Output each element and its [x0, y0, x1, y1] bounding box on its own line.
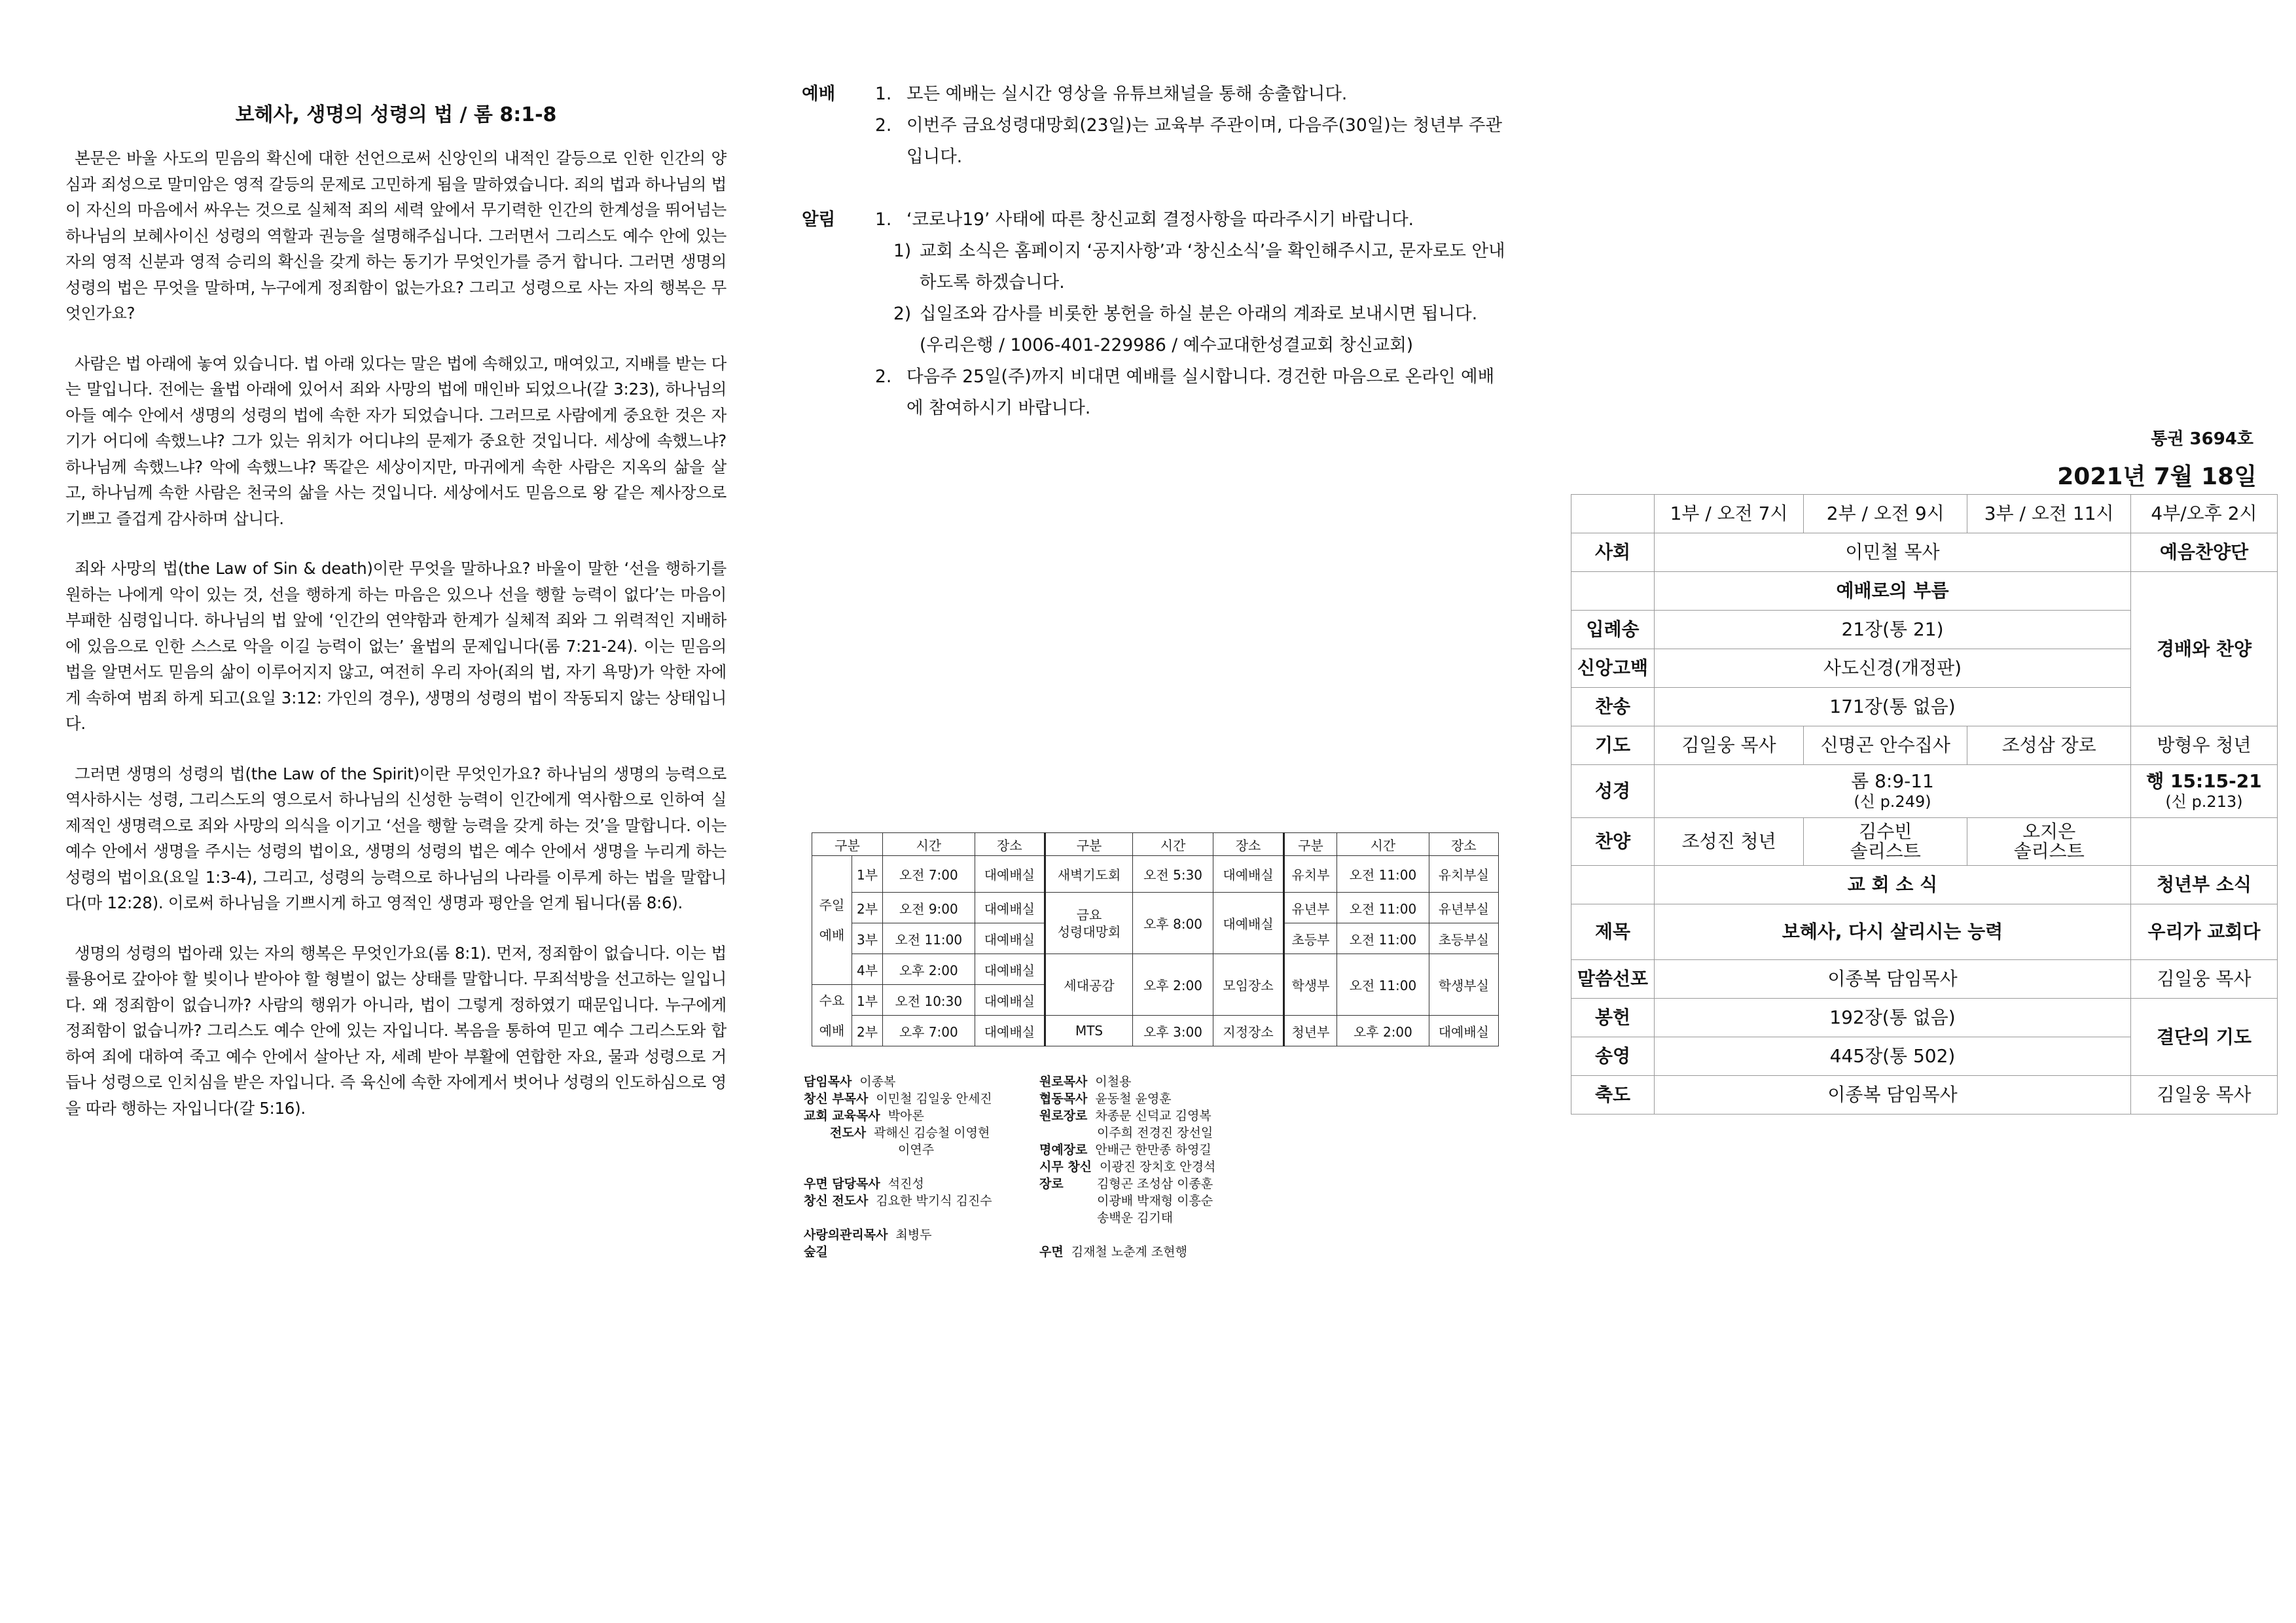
sermon-paragraph: 생명의 성령의 법아래 있는 자의 행복은 무엇인가요(롬 8:1). 먼저, 정죄함이 없습니다. 이는 법률용어로 갚아야 할 빚이나 받아야 할 형벌이 없는 상태를 말합니다. 무죄석방을 선고하는 일입니다. 왜 정죄함이 없습니까? 사람의 행위가 아니라, 법이 그렇게 정하였기 때문입니다. 누구에게 정죄함이 없습니까? 그리스도 예수 안에 있는 자입니다. 복음을 통하여 믿고 예수 그리스도와 합하여 죄에 대하여 죽고 예수 안에서 살아난 자, 세례 받아 부활에 연합한 자요, 물과 성령으로 거듭나 성령으로 인치심을 받은 자입니다. 즉 육신에 속한 자에게서 벗어나 성령의 인도하심으로 영을 따라 행하는 자입니다(갈 5:16).	[65, 943, 726, 1118]
sermon-paragraph: 그러면 생명의 성령의 법(the Law of the Spirit)이란 무엇인가요? 하나님의 생명의 능력으로 역사하시는 성령, 그리스도의 영으로서 하나님의 신성한 능력이 인간에게 역사함으로 인하여 실제적인 생명력으로 죄와 사망의 의식을 이기고 ‘선을 행할 능력을 갖게 하는 것’을 말합니다. 이는 예수 안에서 생명을 주시는 성령의 법이요, 생명의 성령의 법은 예수 안에서 생명을 누리게 하는 성령의 법이요(요일 1:3-4), 그리고, 성령의 능력으로 하나님의 나라를 이루게 하는 법을 말합니다(마 12:28). 이로써 하나님을 기쁘시게 하고 영적인 생명과 평안을 얻게 됩니다(롬 8:6).	[65, 764, 726, 912]
table-row: 교 회 소 식 청년부 소식	[1571, 866, 2278, 904]
staff-row: 시무 창신 이광진 장치호 안경석	[1039, 1160, 1216, 1174]
staff-row: 담임목사 이종복	[804, 1075, 896, 1089]
table-row: 신앙고백 사도신경(개정판)	[1571, 649, 2278, 688]
table-row: 성경 롬 8:9-11 (신 p.249) 행 15:15-21 (신 p.213)	[1571, 765, 2278, 818]
staff-row: 숲길	[804, 1245, 828, 1259]
announcement-notice	[802, 204, 1509, 424]
table-row: 축도 이종복 담임목사 김일웅 목사	[1571, 1076, 2278, 1115]
worship-notice	[802, 79, 1509, 173]
staff-row: 이광배 박재형 이흥순	[1097, 1194, 1213, 1208]
worship-order-table	[1571, 494, 2278, 1115]
staff-row: 원로목사 이철용	[1039, 1075, 1132, 1089]
notice-item: 2. 이번주 금요성령대망회(23일)는 교육부 주관이며, 다음주(30일)는 청년부 주관입니다.	[875, 115, 1503, 167]
sermon-title: 보헤사, 생명의 성령의 법 / 롬 8:1-8	[235, 103, 557, 126]
table-row: 예배로의 부름 경배와 찬양	[1571, 572, 2278, 611]
table-row: 말씀선포 이종복 담임목사 김일웅 목사	[1571, 960, 2278, 999]
issue-number: 통권 3694호	[2151, 429, 2253, 449]
notices-section	[802, 79, 1509, 424]
notice-item: 1. ‘코로나19’ 사태에 따른 창신교회 결정사항을 따라주시기 바랍니다.	[875, 209, 1414, 230]
table-row: 수요 예배 1부 오전 10:30 대예배실	[812, 985, 1499, 1016]
staff-row: 사랑의관리목사 최병두	[804, 1228, 932, 1242]
table-row: 봉헌 192장(통 없음) 결단의 기도	[1571, 999, 2278, 1037]
table-row: 송영 445장(통 502)	[1571, 1037, 2278, 1076]
staff-row: 이주희 전경진 장선일	[1097, 1126, 1213, 1140]
table-row: 주일 예배 1부 오전 7:00 대예배실 새벽기도회 오전 5:30 대예배실 유치부 오전 11:00 유치부실	[812, 856, 1499, 893]
bulletin-date: 2021년 7월 18일	[2057, 463, 2257, 490]
announcement-label: 알림	[802, 209, 836, 230]
bank-account: (우리은행 / 1006-401-229986 / 예수교대한성결교회 창신교회)	[920, 335, 1414, 355]
table-row: 입례송 21장(통 21)	[1571, 611, 2278, 649]
staff-row: 원로장로 차종문 신덕교 김영복	[1039, 1109, 1211, 1123]
staff-row: 우면 김재철 노춘계 조현행	[1039, 1245, 1187, 1259]
notice-subitem: 1) 교회 소식은 홈페이지 ‘공지사항’과 ‘창신소식’을 확인해주시고, 문자로도 안내하도록 하겠습니다.	[893, 241, 1505, 293]
staff-row: 송백운 김기태	[1097, 1211, 1174, 1225]
table-row: 3부 오전 11:00 대예배실 초등부 오전 11:00 초등부실	[812, 923, 1499, 954]
sermon-paragraph: 죄와 사망의 법(the Law of Sin & death)이란 무엇을 말하나요? 바울이 말한 ‘선을 행하기를 원하는 나에게 악이 있는 것, 선을 행하게 하는 마음은 있으나 선을 행할 능력이 없다’는 마음이 부패한 심령입니다. 하나님의 법 앞에 ‘인간의 연약함과 한계가 실체적 죄와 그 위력적인 지배하에 있음으로 인한 스스로 악을 이길 능력이 없는’ 율법의 문제입니다(롬 7:21-24). 이는 믿음의 법을 알면서도 믿음의 삶이 이루어지지 않고, 여전히 우리 자아(죄의 법, 자기 욕망)가 악한 자에게 속하여 범죄 하게 되고(요일 3:12: 가인의 경우), 생명의 성령의 법이 작동되지 않는 상태입니다.	[65, 559, 726, 733]
sermon-paragraph: 본문은 바울 사도의 믿음의 확신에 대한 선언으로써 신앙인의 내적인 갈등으로 인한 인간의 양심과 죄성으로 말미암은 영적 갈등의 문제로 고민하게 됨을 말하였습니다. 죄의 법과 하나님의 법이 자신의 마음에서 싸우는 것으로 실체적 죄의 세력 앞에서 무기력한 인간의 한계성을 뛰어넘는 하나님의 보혜사이신 성령의 역할과 권능을 설명해주십니다. 그러면서 그리스도 예수 안에 있는 자의 영적 신분과 영적 승리의 확신을 갖게 하는 동기가 무엇인가를 증거 합니다. 그러면 생명의 성령의 법은 무엇을 말하며, 누구에게 정죄함이 없는가요? 그리고 성령으로 사는 자의 행복은 무엇인가요?	[65, 149, 726, 323]
table-row: 찬양 조성진 청년 김수빈 솔리스트 오지은 솔리스트	[1571, 818, 2278, 866]
notice-item: 2. 다음주 25일(주)까지 비대면 예배를 실시합니다. 경건한 마음으로 온라인 예배에 참여하시기 바랍니다.	[875, 366, 1495, 418]
schedule-header-row: 구분 시간 장소 구분 시간 장소 구분 시간 장소	[812, 833, 1499, 856]
staff-row: 협동목사 윤동철 윤영훈	[1039, 1092, 1172, 1106]
staff-column-right	[1039, 1073, 1215, 1260]
staff-row: 우면 담당목사 석진성	[804, 1177, 924, 1191]
worship-notice-label: 예배	[802, 84, 836, 104]
sermon-paragraph: 사람은 법 아래에 놓여 있습니다. 법 아래 있다는 말은 법에 속해있고, 매여있고, 지배를 받는 다는 말입니다. 전에는 율법 아래에 있어서 죄와 사망의 법에 매인바 되었으나(갈 3:23), 하나님의 아들 예수 안에서 생명의 성령의 법에 속한 자가 되었습니다. 그러므로 사람에게 중요한 것은 자기가 어디에 속했느냐? 그가 있는 위치가 어디냐의 문제가 중요한 것입니다. 세상에 속했느냐? 하나님께 속했느냐? 악에 속했느냐? 똑같은 세상이지만, 마귀에게 속한 사람은 지옥의 삶을 살고, 하나님께 속한 사람은 천국의 삶을 사는 것입니다. 세상에서도 믿음으로 왕 같은 제사장으로 기쁘고 즐겁게 감사하며 삽니다.	[65, 353, 726, 528]
staff-row: 명예장로 안배근 한만종 하영길	[1039, 1143, 1211, 1157]
staff-column-left	[804, 1073, 992, 1260]
table-row: 2부 오후 7:00 대예배실 MTS 오후 3:00 지정장소 청년부 오후 2:00 대예배실	[812, 1016, 1499, 1046]
sermon-section	[65, 98, 726, 1145]
table-row: 2부 오전 9:00 대예배실 금요 성령대망회 오후 8:00 대예배실 유년부 오전 11:00 유년부실	[812, 893, 1499, 923]
staff-row: 창신 부목사 이민철 김일웅 안세진	[804, 1092, 992, 1106]
table-row: 4부 오후 2:00 대예배실 세대공감 오후 2:00 모임장소 학생부 오전 11:00 학생부실	[812, 954, 1499, 985]
table-row: 찬송 171장(통 없음)	[1571, 688, 2278, 726]
worship-header-row: 1부 / 오전 7시 2부 / 오전 9시 3부 / 오전 11시 4부/오후 2시	[1571, 495, 2278, 533]
notice-item: 1. 모든 예배는 실시간 영상을 유튜브채널을 통해 송출합니다.	[875, 84, 1348, 104]
staff-row: 전도사 곽해신 김승철 이영현	[830, 1126, 990, 1140]
staff-row: 장로 김형곤 조성삼 이종훈	[1039, 1177, 1213, 1191]
notice-subitem: 2) 십일조와 감사를 비롯한 봉헌을 하실 분은 아래의 계좌로 보내시면 됩니다.	[893, 304, 1478, 324]
table-row: 기도 김일웅 목사 신명곤 안수집사 조성삼 장로 방형우 청년	[1571, 726, 2278, 765]
table-row: 제목 보혜사, 다시 살리시는 능력 우리가 교회다	[1571, 904, 2278, 960]
staff-row: 창신 전도사 김요한 박기식 김진수	[804, 1194, 992, 1208]
table-row: 사회 이민철 목사 예음찬양단	[1571, 533, 2278, 572]
schedule-table	[812, 832, 1499, 1046]
staff-row: 이연주	[898, 1143, 935, 1157]
staff-row: 교회 교육목사 박아론	[804, 1109, 924, 1123]
